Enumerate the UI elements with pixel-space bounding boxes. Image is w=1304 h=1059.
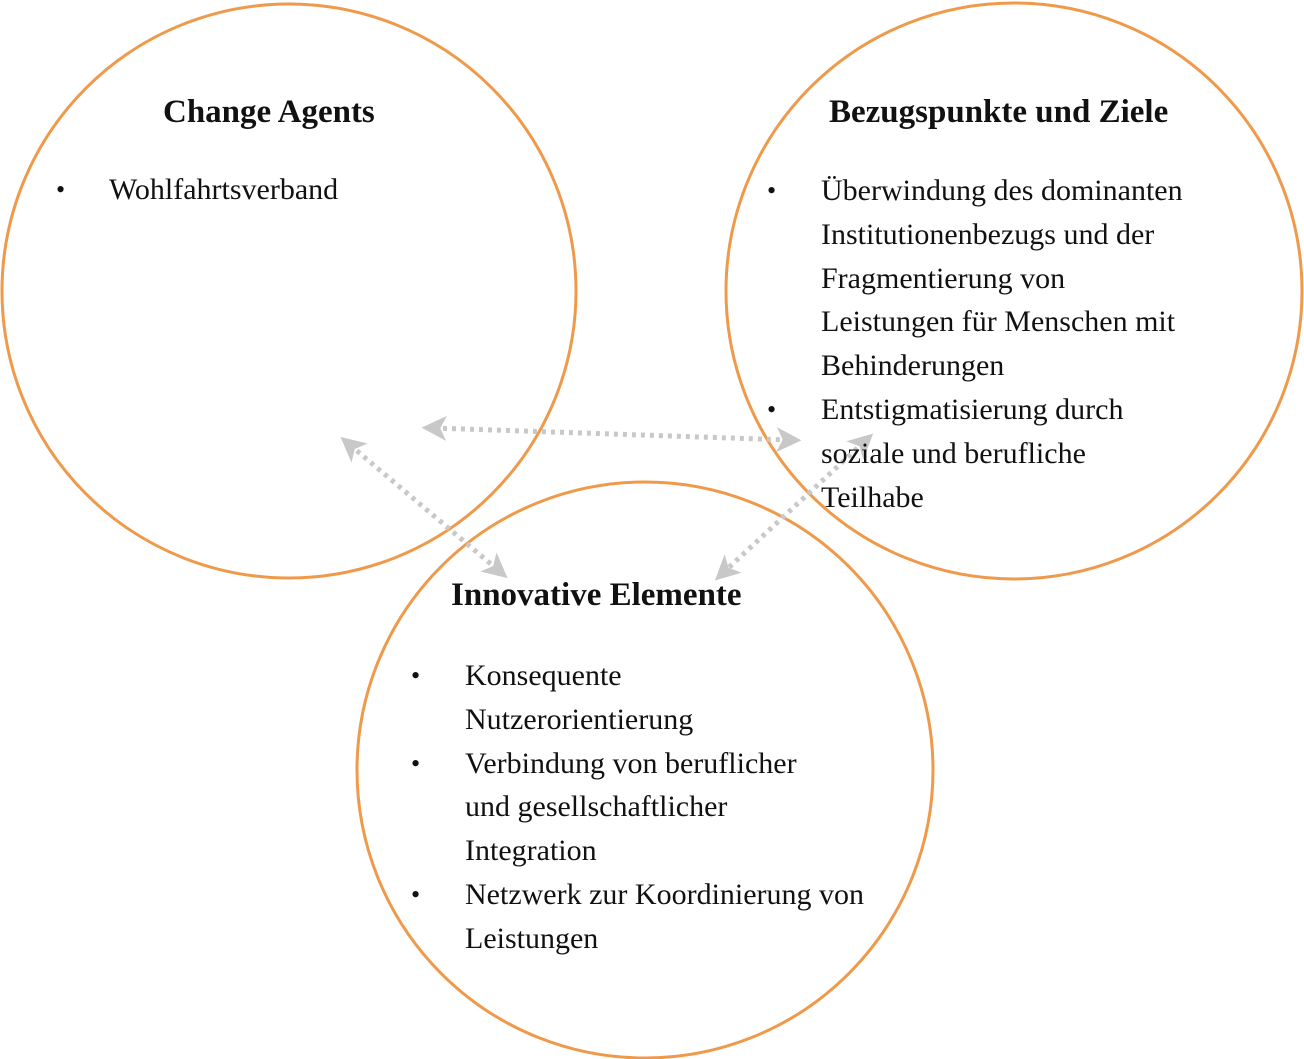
list-item [767, 169, 1247, 388]
innovative-list [411, 654, 871, 961]
list-item [56, 168, 476, 212]
innovative-item-1: Konsequente Nutzerorientierung [465, 659, 694, 736]
bezugspunkte-item-2: Entstigmatisierung durch soziale und berufliche Teilhabe [821, 392, 1124, 514]
bullet-icon: • [411, 748, 421, 778]
arrow-change-agents-bezugspunkte [434, 428, 789, 440]
bezugspunkte-title: Bezugspunkte und Ziele [829, 94, 1169, 130]
innovative-item-3: Netzwerk zur Koordinierung von Leistungen [465, 877, 865, 955]
list-item [411, 873, 871, 961]
circle-change-agents [2, 4, 576, 578]
bezugspunkte-item-1: Überwindung des dominanten Institutionenbezugs und der Fragmentierung von Leistungen für Menschen mit Behinderungen [821, 174, 1183, 383]
bullet-icon: • [411, 879, 421, 909]
bullet-icon: • [56, 175, 66, 204]
list-item [411, 654, 871, 742]
bullet-icon: • [767, 394, 777, 424]
change-agents-item-1: Wohlfahrtsverband [109, 173, 339, 206]
list-item [411, 742, 871, 873]
bezugspunkte-list [767, 169, 1247, 519]
bullet-icon: • [767, 176, 777, 205]
innovative-elemente-title: Innovative Elemente [451, 577, 742, 613]
change-agents-title: Change Agents [163, 94, 375, 130]
bullet-icon: • [411, 661, 421, 690]
innovative-item-2: Verbindung von beruflicher und gesellschaftlicher Integration [465, 746, 797, 868]
list-item [767, 388, 1247, 519]
change-agents-list [56, 168, 476, 212]
